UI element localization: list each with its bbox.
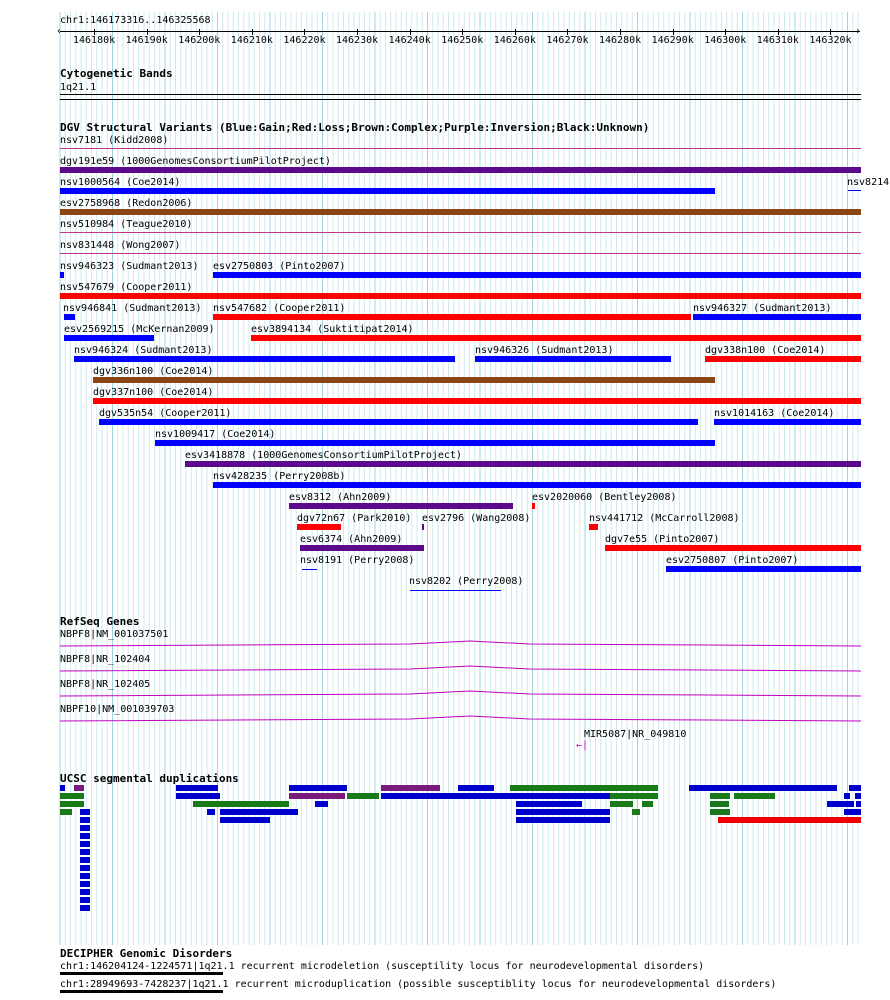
segdup-block[interactable] xyxy=(855,793,861,799)
segdup-block[interactable] xyxy=(60,809,72,815)
refseq-gene-nbpf10[interactable] xyxy=(60,715,862,723)
segdup-block[interactable] xyxy=(381,785,440,791)
segdup-block[interactable] xyxy=(610,785,658,791)
segdup-block[interactable] xyxy=(80,873,90,879)
dgv-feature-dgv72n67[interactable] xyxy=(297,524,341,530)
segdup-block[interactable] xyxy=(220,809,298,815)
refseq-gene-label-mir5087[interactable]: MIR5087|NR_049810 xyxy=(584,729,687,740)
decipher-entry-microdeletion[interactable]: chr1:146204124-1224571|1q21.1 recurrent microdeletion (susceptility locus for neurodevelopmental disorders) xyxy=(60,961,705,972)
segdup-block[interactable] xyxy=(710,809,730,815)
dgv-label-nsv1009417[interactable]: nsv1009417 (Coe2014) xyxy=(155,429,276,440)
dgv-label-nsv7181[interactable]: nsv7181 (Kidd2008) xyxy=(60,135,169,146)
refseq-gene-label-nbpf8-nr102404[interactable]: NBPF8|NR_102404 xyxy=(60,654,151,665)
dgv-feature-esv3418878[interactable] xyxy=(185,461,861,467)
dgv-label-nsv510984[interactable]: nsv510984 (Teague2010) xyxy=(60,219,193,230)
dgv-feature-dgv7e55[interactable] xyxy=(605,545,861,551)
segdup-block[interactable] xyxy=(80,849,90,855)
dgv-track-title[interactable]: DGV Structural Variants (Blue:Gain;Red:Loss;Brown:Complex;Purple:Inversion;Black:Unknown) xyxy=(60,121,650,134)
segdup-block[interactable] xyxy=(80,889,90,895)
dgv-feature-nsv946324[interactable] xyxy=(74,356,455,362)
dgv-label-nsv547682[interactable]: nsv547682 (Cooper2011) xyxy=(213,303,346,314)
ruler-tick-label: 146300k xyxy=(704,35,747,46)
segdup-block[interactable] xyxy=(315,801,328,807)
segdup-block[interactable] xyxy=(642,801,653,807)
segdup-block[interactable] xyxy=(515,793,610,799)
segdup-block[interactable] xyxy=(849,785,861,791)
dgv-label-nsv547679[interactable]: nsv547679 (Cooper2011) xyxy=(60,282,193,293)
dgv-label-nsv946841[interactable]: nsv946841 (Sudmant2013) xyxy=(63,303,202,314)
dgv-feature-nsv510984[interactable] xyxy=(60,232,861,233)
decipher-entry-microduplication[interactable]: chr1:28949693-7428237|1q21.1 recurrent microduplication (possible susceptiblity locus for neurodevelopmental disorders) xyxy=(60,979,777,990)
dgv-label-nsv8214[interactable]: nsv8214 xyxy=(847,177,890,188)
segdup-block[interactable] xyxy=(516,809,610,815)
dgv-label-esv2569215[interactable]: esv2569215 (McKernan2009) xyxy=(64,324,215,335)
refseq-gene-nbpf8-nr102405[interactable] xyxy=(60,690,862,698)
dgv-label-esv3894134[interactable]: esv3894134 (Suktitipat2014) xyxy=(251,324,414,335)
segdup-block[interactable] xyxy=(60,801,84,807)
segdup-block[interactable] xyxy=(510,785,610,791)
dgv-feature-nsv946841[interactable] xyxy=(64,314,75,320)
dgv-feature-dgv336n100[interactable] xyxy=(93,377,715,383)
ruler-tick-label: 146290k xyxy=(651,35,694,46)
dgv-feature-esv2569215[interactable] xyxy=(64,335,154,341)
ruler-tick-label: 146210k xyxy=(230,35,273,46)
ruler-right-arrow-icon: › xyxy=(855,26,862,37)
dgv-feature-dgv337n100[interactable] xyxy=(93,398,861,404)
ruler-tick-label: 146240k xyxy=(388,35,431,46)
decipher-bar-microdeletion[interactable] xyxy=(60,972,223,975)
dgv-feature-nsv1000564[interactable] xyxy=(60,188,715,194)
segdup-block[interactable] xyxy=(734,793,775,799)
segdup-block[interactable] xyxy=(220,817,270,823)
ruler-range-label: chr1:146173316..146325568 xyxy=(60,15,211,26)
dgv-label-esv2796[interactable]: esv2796 (Wang2008) xyxy=(422,513,531,524)
segdup-block[interactable] xyxy=(80,865,90,871)
dgv-label-dgv191e59[interactable]: dgv191e59 (1000GenomesConsortiumPilotProject) xyxy=(60,156,331,167)
dgv-label-esv2750803[interactable]: esv2750803 (Pinto2007) xyxy=(213,261,346,272)
dgv-feature-esv3894134[interactable] xyxy=(251,335,861,341)
segdup-block[interactable] xyxy=(193,801,289,807)
dgv-feature-dgv535n54[interactable] xyxy=(99,419,698,425)
mir5087-arrow-icon[interactable]: ←| xyxy=(576,740,589,751)
ruler-axis xyxy=(60,31,860,32)
dgv-feature-dgv191e59[interactable] xyxy=(60,167,861,173)
segdup-block[interactable] xyxy=(827,801,854,807)
dgv-label-dgv72n67[interactable]: dgv72n67 (Park2010) xyxy=(297,513,412,524)
dgv-feature-esv2020060[interactable] xyxy=(532,503,535,509)
segdup-block[interactable] xyxy=(80,825,90,831)
segdup-block[interactable] xyxy=(74,785,84,791)
ruler-tick-label: 146180k xyxy=(73,35,116,46)
segdup-block[interactable] xyxy=(689,785,837,791)
segdup-block[interactable] xyxy=(80,833,90,839)
dgv-feature-nsv547682[interactable] xyxy=(213,314,691,320)
segdup-block[interactable] xyxy=(80,905,90,911)
segdup-block[interactable] xyxy=(381,793,517,799)
segdup-block[interactable] xyxy=(516,801,582,807)
segdup-block[interactable] xyxy=(176,785,218,791)
dgv-label-nsv441712[interactable]: nsv441712 (McCarroll2008) xyxy=(589,513,740,524)
segdup-block[interactable] xyxy=(80,809,90,815)
ruler-tick-label: 146310k xyxy=(756,35,799,46)
refseq-gene-nbpf8-nr102404[interactable] xyxy=(60,665,862,673)
segdup-block[interactable] xyxy=(856,801,861,807)
ruler-tick-label: 146320k xyxy=(809,35,852,46)
decipher-track-title[interactable]: DECIPHER Genomic Disorders xyxy=(60,947,233,960)
dgv-feature-nsv8202[interactable] xyxy=(410,590,501,591)
segdup-block[interactable] xyxy=(844,809,861,815)
segdup-block[interactable] xyxy=(347,793,379,799)
dgv-label-nsv946327[interactable]: nsv946327 (Sudmant2013) xyxy=(693,303,832,314)
segdup-block[interactable] xyxy=(207,809,215,815)
dgv-feature-nsv428235[interactable] xyxy=(213,482,861,488)
segdup-block[interactable] xyxy=(80,897,90,903)
dgv-label-esv2020060[interactable]: esv2020060 (Bentley2008) xyxy=(532,492,677,503)
dgv-feature-esv2750803[interactable] xyxy=(213,272,861,278)
ruler-tick-label: 146260k xyxy=(493,35,536,46)
ruler-tick-label: 146190k xyxy=(125,35,168,46)
dgv-label-dgv7e55[interactable]: dgv7e55 (Pinto2007) xyxy=(605,534,720,545)
segdup-block[interactable] xyxy=(610,793,658,799)
refseq-gene-label-nbpf8-nm[interactable]: NBPF8|NM_001037501 xyxy=(60,629,169,640)
segdup-block[interactable] xyxy=(80,857,90,863)
dgv-label-esv2750807[interactable]: esv2750807 (Pinto2007) xyxy=(666,555,799,566)
dgv-feature-esv8312[interactable] xyxy=(289,503,513,509)
dgv-label-nsv1000564[interactable]: nsv1000564 (Coe2014) xyxy=(60,177,181,188)
dgv-label-esv6374[interactable]: esv6374 (Ahn2009) xyxy=(300,534,403,545)
dgv-feature-nsv946327[interactable] xyxy=(693,314,861,320)
dgv-feature-esv2758968[interactable] xyxy=(60,209,861,215)
segdup-block[interactable] xyxy=(516,817,610,823)
dgv-label-esv2758968[interactable]: esv2758968 (Redon2006) xyxy=(60,198,193,209)
ruler-tick-label: 146270k xyxy=(546,35,589,46)
dgv-label-nsv946323[interactable]: nsv946323 (Sudmant2013) xyxy=(60,261,199,272)
segdup-track-title[interactable]: UCSC segmental duplications xyxy=(60,772,239,785)
dgv-feature-esv2796[interactable] xyxy=(422,524,424,530)
dgv-label-nsv946324[interactable]: nsv946324 (Sudmant2013) xyxy=(74,345,213,356)
refseq-gene-nbpf8-nm[interactable] xyxy=(60,640,862,648)
refseq-gene-label-nbpf10[interactable]: NBPF10|NM_001039703 xyxy=(60,704,175,715)
refseq-track-title[interactable]: RefSeq Genes xyxy=(60,615,140,628)
dgv-label-nsv8202[interactable]: nsv8202 (Perry2008) xyxy=(409,576,524,587)
dgv-feature-nsv946323[interactable] xyxy=(60,272,64,278)
cyto-band-bar[interactable] xyxy=(60,94,861,95)
segdup-block[interactable] xyxy=(80,881,90,887)
dgv-feature-esv2750807[interactable] xyxy=(666,566,861,572)
dgv-feature-nsv1009417[interactable] xyxy=(155,440,715,446)
dgv-feature-nsv946326[interactable] xyxy=(475,356,671,362)
segdup-block[interactable] xyxy=(844,793,850,799)
dgv-label-esv8312[interactable]: esv8312 (Ahn2009) xyxy=(289,492,392,503)
dgv-label-nsv428235[interactable]: nsv428235 (Perry2008b) xyxy=(213,471,346,482)
cyto-band-label: 1q21.1 xyxy=(60,82,97,93)
segdup-block[interactable] xyxy=(710,801,729,807)
dgv-feature-nsv547679[interactable] xyxy=(60,293,861,299)
cyto-track-title[interactable]: Cytogenetic Bands xyxy=(60,67,173,80)
dgv-feature-esv6374[interactable] xyxy=(300,545,424,551)
dgv-label-dgv338n100[interactable]: dgv338n100 (Coe2014) xyxy=(705,345,826,356)
segdup-block[interactable] xyxy=(289,785,347,791)
ruler-tick-label: 146280k xyxy=(599,35,642,46)
segdup-block[interactable] xyxy=(610,801,633,807)
dgv-feature-nsv1014163[interactable] xyxy=(714,419,861,425)
segdup-block[interactable] xyxy=(80,817,90,823)
ruler-tick-label: 146230k xyxy=(336,35,379,46)
segdup-block[interactable] xyxy=(60,793,84,799)
dgv-label-dgv336n100[interactable]: dgv336n100 (Coe2014) xyxy=(93,366,214,377)
dgv-label-nsv831448[interactable]: nsv831448 (Wong2007) xyxy=(60,240,181,251)
dgv-label-nsv1014163[interactable]: nsv1014163 (Coe2014) xyxy=(714,408,835,419)
dgv-label-esv3418878[interactable]: esv3418878 (1000GenomesConsortiumPilotProject) xyxy=(185,450,462,461)
ruler-tick-label: 146200k xyxy=(178,35,221,46)
dgv-feature-nsv441712[interactable] xyxy=(589,524,598,530)
dgv-feature-nsv8191[interactable] xyxy=(302,569,317,570)
segdup-block[interactable] xyxy=(60,785,65,791)
dgv-label-dgv337n100[interactable]: dgv337n100 (Coe2014) xyxy=(93,387,214,398)
segdup-block[interactable] xyxy=(632,809,640,815)
dgv-feature-nsv8214[interactable] xyxy=(848,190,861,191)
dgv-label-nsv8191[interactable]: nsv8191 (Perry2008) xyxy=(300,555,415,566)
segdup-block[interactable] xyxy=(458,785,494,791)
segdup-block[interactable] xyxy=(289,793,345,799)
ruler-tick-label: 146220k xyxy=(283,35,326,46)
segdup-block[interactable] xyxy=(176,793,220,799)
segdup-block[interactable] xyxy=(718,817,861,823)
ruler-tick-label: 146250k xyxy=(441,35,484,46)
decipher-bar-microduplication[interactable] xyxy=(60,990,223,993)
dgv-feature-nsv831448[interactable] xyxy=(60,253,861,254)
dgv-feature-dgv338n100[interactable] xyxy=(705,356,861,362)
dgv-feature-nsv7181[interactable] xyxy=(60,148,861,149)
dgv-label-nsv946326[interactable]: nsv946326 (Sudmant2013) xyxy=(475,345,614,356)
cyto-band-bar-2 xyxy=(60,99,861,100)
refseq-gene-label-nbpf8-nr102405[interactable]: NBPF8|NR_102405 xyxy=(60,679,151,690)
segdup-block[interactable] xyxy=(80,841,90,847)
segdup-block[interactable] xyxy=(710,793,730,799)
ruler-left-arrow-icon: ‹ xyxy=(56,26,63,37)
dgv-label-dgv535n54[interactable]: dgv535n54 (Cooper2011) xyxy=(99,408,232,419)
